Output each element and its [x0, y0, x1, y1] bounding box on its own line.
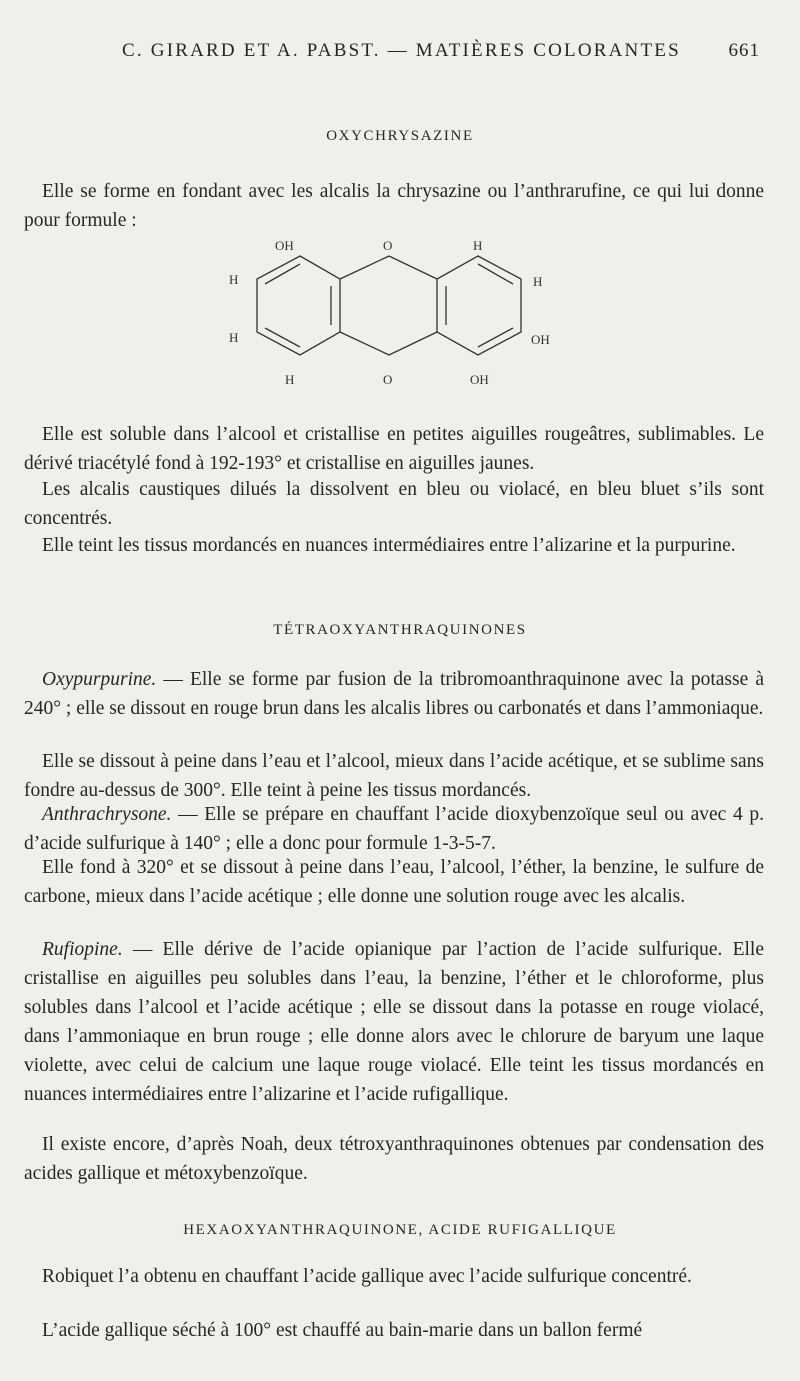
entry-text: — Elle se prépare en chauffant l’acide dioxybenzoïque seul ou avec 4 p. d’acide sulfurique à 140° ; elle a donc pour formule 1-3-5-7.: [24, 804, 764, 854]
formula-label: OH: [470, 372, 489, 387]
formula-label: OH: [275, 238, 294, 253]
running-title: C. GIRARD ET A. PABST. — MATIÈRES COLORANTES: [122, 40, 681, 61]
body-paragraph: Elle se dissout à peine dans l’eau et l’alcool, mieux dans l’acide acétique, et se sublime sans fondre au-dessus de 300°. Elle teint à peine les tissus mordancés.: [24, 751, 764, 801]
compound-name: Rufiopine.: [42, 939, 123, 960]
formula-label: H: [533, 274, 543, 289]
formula-label: O: [383, 238, 393, 253]
body-paragraph: [24, 935, 764, 1109]
section-heading-hexaoxyanthraquinone: HEXAOXYANTHRAQUINONE, ACIDE RUFIGALLIQUE: [183, 1222, 617, 1238]
section-heading-oxychrysazine: OXYCHRYSAZINE: [326, 128, 474, 144]
formula-label: H: [285, 372, 295, 387]
entry-text: — Elle dérive de l’acide opianique par l’action de l’acide sulfurique. Elle cristallise en aiguilles peu solubles dans l’eau, la benzine, l’éther et le chloroforme, plus solubles dans l’alcool et l’acide acétique ; elle se dissout dans la potasse en rouge violacé, dans l’ammoniaque en brun rouge ; elle donne alors avec le chlorure de baryum une laque violette, avec celui de calcium une laque rouge violacé. Elle teint les tissus mordancés en nuances intermédiaires entre l’alizarine et l’acide rufigallique.: [24, 939, 764, 1105]
body-paragraph: Elle fond à 320° et se dissout à peine dans l’eau, l’alcool, l’éther, la benzine, le sulfure de carbone, mieux dans l’acide acétique ; elle donne une solution rouge avec les alcalis.: [24, 857, 764, 907]
body-paragraph: Elle est soluble dans l’alcool et cristallise en petites aiguilles rougeâtres, sublimables. Le dérivé triacétylé fond à 192-193° et cristallise en aiguilles jaunes.: [24, 424, 764, 474]
formula-label: H: [229, 330, 239, 345]
body-paragraph: [24, 800, 764, 858]
body-paragraph: L’acide gallique séché à 100° est chauffé au bain-marie dans un ballon fermé: [42, 1320, 643, 1341]
formula-diagram: [215, 236, 575, 396]
formula-label: O: [383, 372, 393, 387]
compound-name: Oxypurpurine.: [42, 669, 157, 690]
compound-name: Anthrachrysone.: [42, 804, 172, 825]
body-paragraph: [24, 665, 764, 723]
page-number: 661: [728, 40, 760, 61]
body-paragraph: Elle teint les tissus mordancés en nuances intermédiaires entre l’alizarine et la purpurine.: [42, 535, 736, 556]
body-paragraph: Robiquet l’a obtenu en chauffant l’acide gallique avec l’acide sulfurique concentré.: [42, 1266, 692, 1287]
section-heading-tetraoxyanthraquinones: TÉTRAOXYANTHRAQUINONES: [273, 622, 527, 638]
formula-label: H: [473, 238, 483, 253]
running-header: [0, 40, 800, 66]
intro-paragraph: Elle se forme en fondant avec les alcalis la chrysazine ou l’anthrarufine, ce qui lui donne pour formule :: [24, 181, 764, 231]
body-paragraph: Les alcalis caustiques dilués la dissolvent en bleu ou violacé, en bleu bluet s’ils sont concentrés.: [24, 479, 764, 529]
formula-label: OH: [531, 332, 550, 347]
formula-label: H: [229, 272, 239, 287]
entry-text: — Elle se forme par fusion de la tribromoanthraquinone avec la potasse à 240° ; elle se dissout en rouge brun dans les alcalis libres ou carbonatés et dans l’ammoniaque.: [24, 669, 764, 719]
structural-formula: [215, 236, 575, 396]
body-paragraph: Il existe encore, d’après Noah, deux tétroxyanthraquinones obtenues par condensation des acides gallique et métoxybenzoïque.: [24, 1134, 764, 1184]
